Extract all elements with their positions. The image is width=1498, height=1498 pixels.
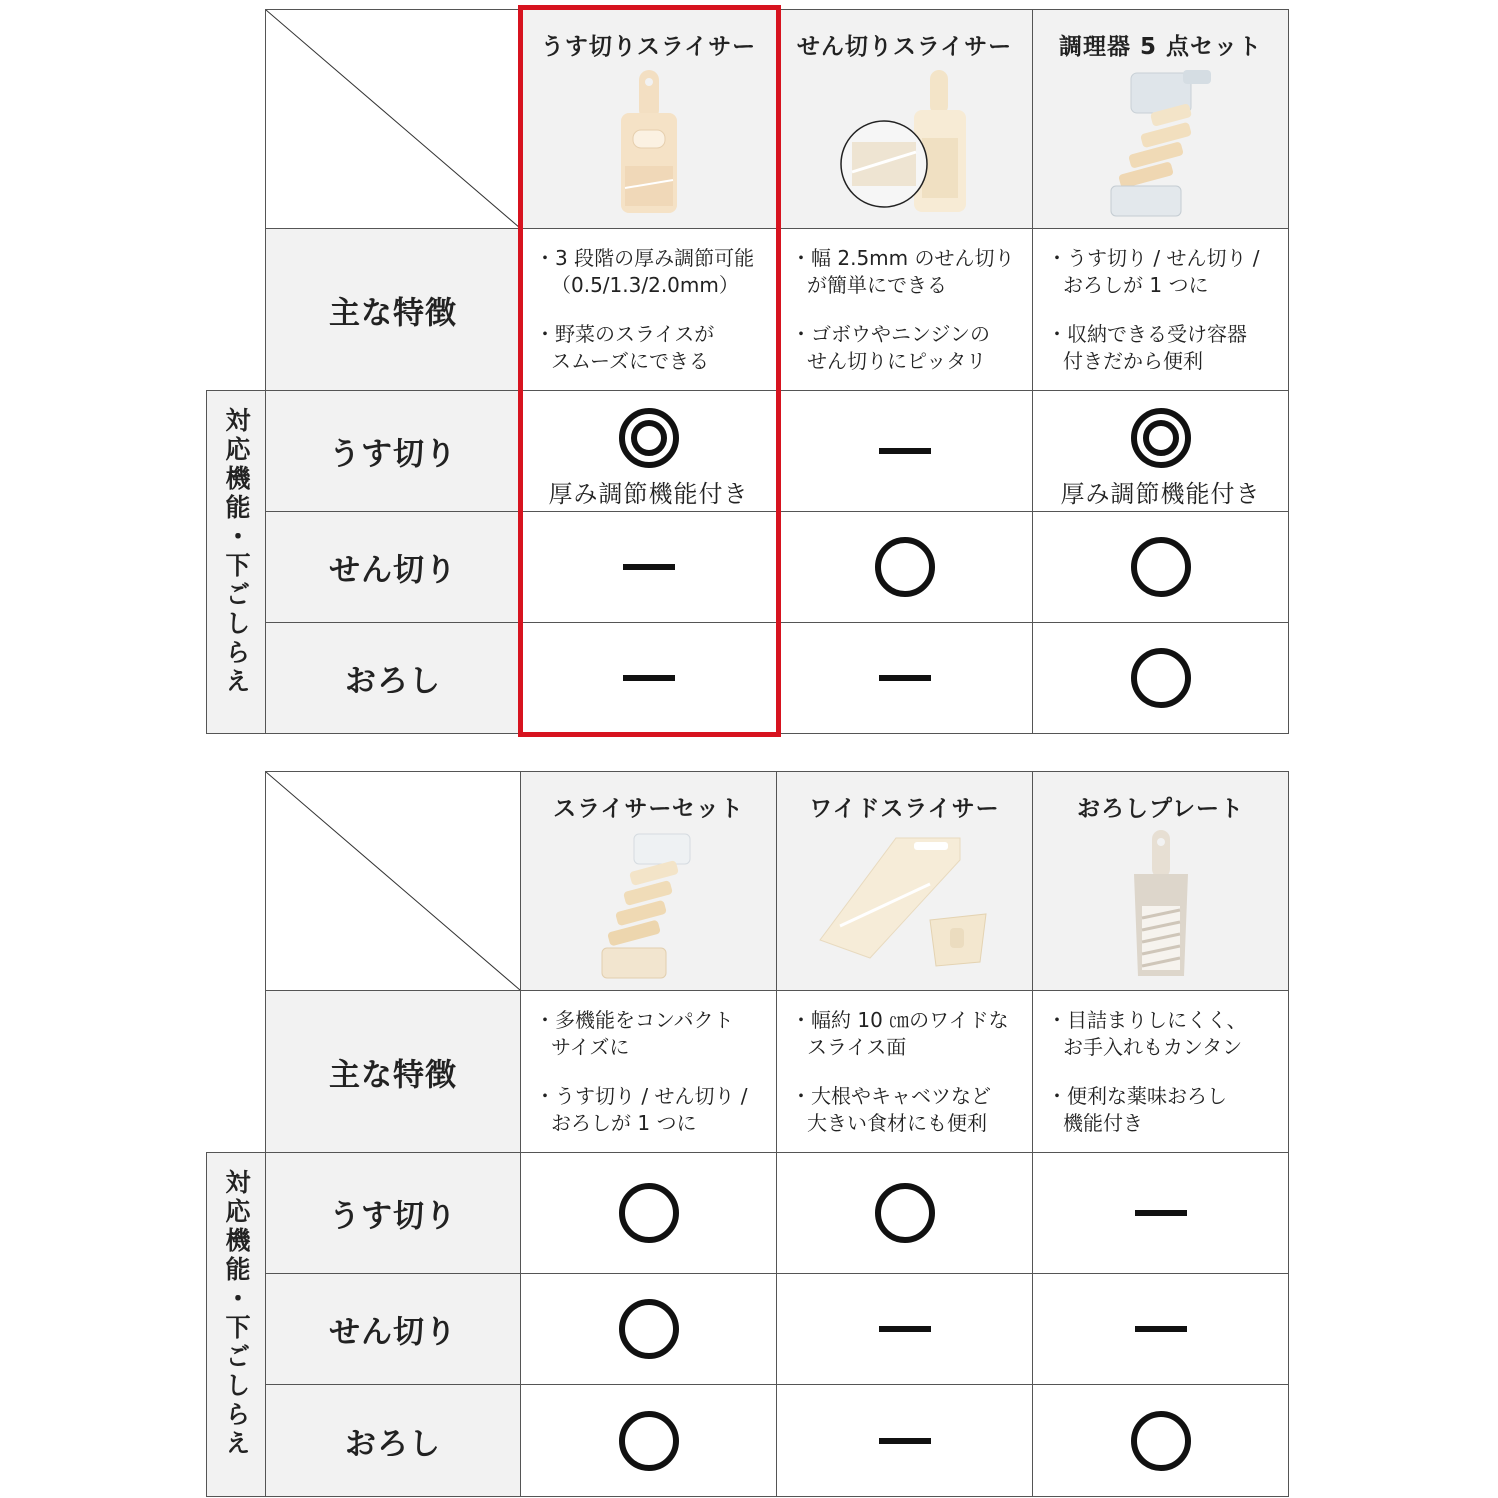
- feature-text: ・うす切り / せん切り / おろしが 1 つに: [1047, 246, 1260, 297]
- feature-text: ・収納できる受け容器 付きだから便利: [1047, 322, 1247, 373]
- mark-cell: [1032, 390, 1289, 512]
- features-label: 主な特徴: [329, 1057, 457, 1093]
- dash-icon: [879, 448, 931, 454]
- circle-icon: [875, 1183, 935, 1243]
- side-label-box: [206, 1152, 266, 1497]
- mark-cell: [520, 390, 777, 512]
- row-label-cell: [265, 511, 521, 623]
- mark-cell: [1032, 1273, 1289, 1385]
- circle-icon: [619, 1411, 679, 1471]
- row-label: うす切り: [329, 436, 457, 473]
- row-label: おろし: [345, 663, 441, 700]
- row-label-cell: [265, 1384, 521, 1497]
- mark-cell: [776, 511, 1033, 623]
- mark-cell: [520, 622, 777, 734]
- row-label: せん切り: [329, 552, 457, 589]
- feature-text: ・幅 2.5mm のせん切り が簡単にできる: [791, 246, 1015, 297]
- mark-cell: [1032, 1152, 1289, 1274]
- comparison-table-2: [0, 771, 1498, 1497]
- row-label-cell: [265, 390, 521, 512]
- mark-note: 厚み調節機能付き: [548, 480, 749, 508]
- circle-icon: [1131, 537, 1191, 597]
- feature-text: ・野菜のスライスが スムーズにできる: [535, 322, 715, 373]
- wide-slicer-image: [810, 830, 1000, 970]
- feature-text: ・目詰まりしにくく、 お手入れもカンタン: [1047, 1008, 1247, 1059]
- double-circle-icon: [1130, 407, 1192, 469]
- grater-plate-image: [1126, 830, 1196, 980]
- product-name: せん切りスライサー: [796, 34, 1013, 60]
- feature-text: ・大根やキャベツなど 大きい食材にも便利: [791, 1084, 991, 1135]
- dash-icon: [879, 1438, 931, 1444]
- circle-icon: [619, 1299, 679, 1359]
- product-header-julienne-slicer: [776, 9, 1033, 229]
- features-cell: [776, 990, 1033, 1153]
- dash-icon: [1135, 1210, 1187, 1216]
- product-name: うす切りスライサー: [540, 34, 757, 60]
- features-cell: [1032, 228, 1289, 391]
- mark-cell: [1032, 622, 1289, 734]
- mark-cell: [520, 1273, 777, 1385]
- mark-note: 厚み調節機能付き: [1060, 480, 1261, 508]
- julienne-slicer-image: [830, 68, 980, 218]
- comparison-table-1: [0, 9, 1498, 734]
- row-label: うす切り: [329, 1198, 457, 1235]
- circle-icon: [1131, 648, 1191, 708]
- thin-slicer-image: [609, 68, 689, 218]
- features-label-cell: [265, 228, 521, 391]
- features-cell: [776, 228, 1033, 391]
- dash-icon: [879, 1326, 931, 1332]
- mark-cell: [776, 1152, 1033, 1274]
- row-label-cell: [265, 622, 521, 734]
- mark-cell: [1032, 511, 1289, 623]
- feature-text: ・多機能をコンパクト サイズに: [535, 1008, 734, 1059]
- row-label: おろし: [345, 1426, 441, 1462]
- product-header-grater-plate: [1032, 771, 1289, 991]
- diagonal-line: [266, 10, 520, 228]
- side-label: 対応機能・下ごしらえ: [222, 1169, 251, 1459]
- corner-cell: [265, 771, 521, 991]
- row-label: せん切り: [329, 1314, 457, 1351]
- product-name: 調理器 5 点セット: [1058, 34, 1263, 60]
- product-header-5pc-set: [1032, 9, 1289, 229]
- mark-cell: [776, 622, 1033, 734]
- cooking-5pc-set-image: [1101, 68, 1221, 223]
- features-cell: [520, 990, 777, 1153]
- product-name: ワイドスライサー: [809, 796, 1000, 822]
- product-name: おろしプレート: [1076, 796, 1245, 822]
- feature-text: ・幅約 10 ㎝のワイドな スライス面: [791, 1008, 1009, 1059]
- circle-icon: [1131, 1411, 1191, 1471]
- feature-text: ・便利な薬味おろし 機能付き: [1047, 1084, 1227, 1135]
- feature-text: ・うす切り / せん切り / おろしが 1 つに: [535, 1084, 748, 1135]
- dash-icon: [623, 675, 675, 681]
- row-label-cell: [265, 1152, 521, 1274]
- mark-cell: [776, 1273, 1033, 1385]
- product-header-slicer-set: [520, 771, 777, 991]
- features-label-cell: [265, 990, 521, 1153]
- mark-cell: [520, 1152, 777, 1274]
- dash-icon: [879, 675, 931, 681]
- features-cell: [520, 228, 777, 391]
- dash-icon: [1135, 1326, 1187, 1332]
- circle-icon: [875, 537, 935, 597]
- double-circle-icon: [618, 407, 680, 469]
- diagonal-line: [266, 772, 520, 990]
- feature-text: ・ゴボウやニンジンの せん切りにピッタリ: [791, 322, 990, 373]
- corner-cell: [265, 9, 521, 229]
- feature-text: ・3 段階の厚み調節可能 （0.5/1.3/2.0mm）: [535, 246, 755, 297]
- slicer-set-image: [594, 830, 704, 985]
- mark-cell: [520, 511, 777, 623]
- product-header-thin-slicer: [520, 9, 777, 229]
- circle-icon: [619, 1183, 679, 1243]
- mark-cell: [1032, 1384, 1289, 1497]
- mark-cell: [776, 1384, 1033, 1497]
- mark-cell: [776, 390, 1033, 512]
- features-cell: [1032, 990, 1289, 1153]
- mark-cell: [520, 1384, 777, 1497]
- product-header-wide-slicer: [776, 771, 1033, 991]
- side-label: 対応機能・下ごしらえ: [222, 407, 251, 697]
- row-label-cell: [265, 1273, 521, 1385]
- features-label: 主な特徴: [329, 295, 457, 331]
- product-name: スライサーセット: [553, 796, 744, 822]
- dash-icon: [623, 564, 675, 570]
- side-label-box: [206, 390, 266, 734]
